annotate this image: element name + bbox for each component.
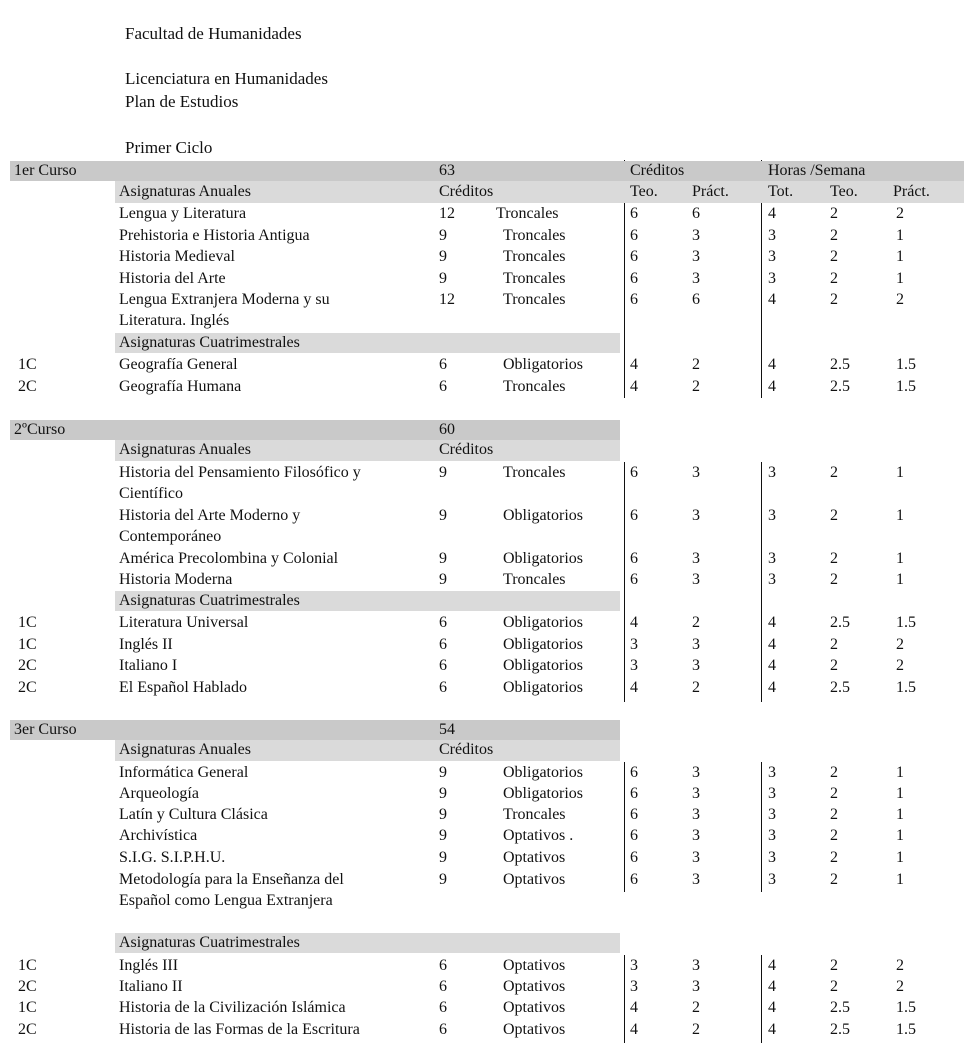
subject-row bbox=[0, 783, 976, 804]
credits-teo: 6 bbox=[630, 248, 638, 265]
hours-total: 3 bbox=[768, 871, 776, 888]
subject-row bbox=[0, 354, 976, 375]
hours-pract: 1.5 bbox=[896, 378, 916, 395]
hours-teo: 2 bbox=[830, 291, 838, 308]
subject-name-continued: Científico bbox=[119, 485, 183, 502]
subject-type: Obligatorios bbox=[503, 657, 583, 674]
subject-row bbox=[0, 955, 976, 976]
hours-teo: 2 bbox=[830, 871, 838, 888]
subject-credits: 6 bbox=[439, 978, 447, 995]
course-title: 1er Curso bbox=[14, 162, 77, 179]
subject-row bbox=[0, 462, 976, 504]
term-label: 1C bbox=[18, 614, 37, 631]
hours-total: 4 bbox=[768, 679, 776, 696]
credits-pract: 2 bbox=[692, 356, 700, 373]
plan-title: Plan de Estudios bbox=[125, 92, 239, 111]
subject-row bbox=[0, 376, 976, 397]
credits-pract: 3 bbox=[692, 507, 700, 524]
subject-row bbox=[0, 203, 976, 224]
hours-total: 4 bbox=[768, 356, 776, 373]
subject-name: Historia Moderna bbox=[119, 571, 233, 588]
credits-pract: 3 bbox=[692, 785, 700, 802]
subject-type: Optativos bbox=[503, 871, 566, 888]
subject-name: S.I.G. S.I.P.H.U. bbox=[119, 849, 226, 866]
col-pract-hours: Práct. bbox=[893, 183, 930, 200]
hours-pract: 1.5 bbox=[896, 356, 916, 373]
subject-type: Optativos . bbox=[503, 827, 574, 844]
subject-name: Metodología para la Enseñanza del bbox=[119, 871, 344, 888]
credits-teo: 3 bbox=[630, 636, 638, 653]
course-header bbox=[10, 420, 620, 440]
credits-teo: 6 bbox=[630, 270, 638, 287]
hours-total: 3 bbox=[768, 849, 776, 866]
subject-type: Obligatorios bbox=[503, 764, 583, 781]
credits-teo: 4 bbox=[630, 679, 638, 696]
credits-teo: 3 bbox=[630, 957, 638, 974]
subheader-row bbox=[0, 182, 976, 202]
credits-teo: 6 bbox=[630, 764, 638, 781]
subject-type: Troncales bbox=[503, 571, 566, 588]
subject-name: Geografía General bbox=[119, 356, 238, 373]
subject-name: Historia del Pensamiento Filosófico y bbox=[119, 464, 361, 481]
course-title: 2ºCurso bbox=[14, 421, 66, 438]
subject-type: Troncales bbox=[503, 378, 566, 395]
subject-credits: 6 bbox=[439, 657, 447, 674]
creditos-label: Créditos bbox=[439, 741, 494, 758]
hours-teo: 2.5 bbox=[830, 378, 850, 395]
subject-row bbox=[0, 804, 976, 825]
term-label: 2C bbox=[18, 657, 37, 674]
subject-type: Optativos bbox=[503, 978, 566, 995]
subject-row bbox=[0, 268, 976, 289]
hours-total: 3 bbox=[768, 806, 776, 823]
subject-type: Optativos bbox=[503, 849, 566, 866]
cycle-title: Primer Ciclo bbox=[125, 138, 213, 157]
subject-type: Optativos bbox=[503, 999, 566, 1016]
course-header bbox=[10, 161, 964, 181]
hours-pract: 1 bbox=[896, 806, 904, 823]
hours-teo: 2.5 bbox=[830, 1021, 850, 1038]
subject-credits: 9 bbox=[439, 764, 447, 781]
subject-credits: 9 bbox=[439, 871, 447, 888]
subject-row bbox=[0, 847, 976, 868]
hours-pract: 2 bbox=[896, 291, 904, 308]
credits-pract: 3 bbox=[692, 871, 700, 888]
subject-credits: 9 bbox=[439, 507, 447, 524]
subject-credits: 9 bbox=[439, 248, 447, 265]
hours-total: 3 bbox=[768, 785, 776, 802]
hours-pract: 1 bbox=[896, 464, 904, 481]
subject-type: Optativos bbox=[503, 957, 566, 974]
subject-type: Troncales bbox=[496, 205, 559, 222]
subheader-row bbox=[0, 933, 620, 953]
hours-teo: 2.5 bbox=[830, 999, 850, 1016]
credits-pract: 3 bbox=[692, 657, 700, 674]
subject-row bbox=[0, 225, 976, 246]
subject-credits: 6 bbox=[439, 614, 447, 631]
hours-teo: 2 bbox=[830, 978, 838, 995]
subject-type: Obligatorios bbox=[503, 636, 583, 653]
credits-teo: 6 bbox=[630, 827, 638, 844]
credits-pract: 3 bbox=[692, 827, 700, 844]
term-label: 1C bbox=[18, 356, 37, 373]
subject-credits: 6 bbox=[439, 999, 447, 1016]
subject-credits: 6 bbox=[439, 636, 447, 653]
hours-total: 4 bbox=[768, 614, 776, 631]
credits-pract: 2 bbox=[692, 679, 700, 696]
subject-type: Obligatorios bbox=[503, 356, 583, 373]
subject-name: Historia del Arte Moderno y bbox=[119, 507, 301, 524]
hours-teo: 2 bbox=[830, 464, 838, 481]
horas-group-label: Horas /Semana bbox=[768, 162, 866, 179]
term-label: 2C bbox=[18, 378, 37, 395]
hours-teo: 2 bbox=[830, 849, 838, 866]
subject-name-continued: Español como Lengua Extranjera bbox=[119, 892, 333, 909]
term-label: 2C bbox=[18, 1021, 37, 1038]
subject-name: Lengua y Literatura bbox=[119, 205, 247, 222]
hours-total: 4 bbox=[768, 378, 776, 395]
credits-teo: 6 bbox=[630, 464, 638, 481]
hours-pract: 1 bbox=[896, 785, 904, 802]
subject-credits: 9 bbox=[439, 827, 447, 844]
anuales-label: Asignaturas Anuales bbox=[119, 183, 251, 200]
credits-teo: 4 bbox=[630, 614, 638, 631]
term-label: 1C bbox=[18, 957, 37, 974]
hours-teo: 2 bbox=[830, 785, 838, 802]
subject-credits: 6 bbox=[439, 378, 447, 395]
creditos-group-label: Créditos bbox=[630, 162, 685, 179]
course-total-credits: 63 bbox=[439, 162, 455, 179]
credits-teo: 6 bbox=[630, 806, 638, 823]
term-label: 1C bbox=[18, 999, 37, 1016]
subject-name: Geografía Humana bbox=[119, 378, 242, 395]
subject-row bbox=[0, 762, 976, 783]
credits-pract: 3 bbox=[692, 248, 700, 265]
subject-credits: 9 bbox=[439, 785, 447, 802]
subheader-row bbox=[0, 740, 620, 760]
subject-row bbox=[0, 997, 976, 1018]
hours-teo: 2 bbox=[830, 657, 838, 674]
course-total-credits: 60 bbox=[439, 421, 455, 438]
col-teo: Teo. bbox=[630, 183, 658, 200]
subject-row bbox=[0, 569, 976, 590]
hours-pract: 1 bbox=[896, 507, 904, 524]
credits-pract: 3 bbox=[692, 270, 700, 287]
subject-name: Italiano II bbox=[119, 978, 183, 995]
hours-total: 3 bbox=[768, 571, 776, 588]
hours-teo: 2 bbox=[830, 957, 838, 974]
subject-type: Troncales bbox=[503, 270, 566, 287]
hours-total: 4 bbox=[768, 657, 776, 674]
subject-credits: 9 bbox=[439, 806, 447, 823]
subject-name: Historia del Arte bbox=[119, 270, 226, 287]
hours-teo: 2 bbox=[830, 248, 838, 265]
subject-row bbox=[0, 634, 976, 655]
hours-total: 4 bbox=[768, 636, 776, 653]
subject-credits: 6 bbox=[439, 957, 447, 974]
hours-teo: 2 bbox=[830, 806, 838, 823]
credits-teo: 6 bbox=[630, 205, 638, 222]
subject-credits: 9 bbox=[439, 849, 447, 866]
subject-type: Troncales bbox=[503, 464, 566, 481]
subject-credits: 9 bbox=[439, 571, 447, 588]
subject-name: El Español Hablado bbox=[119, 679, 247, 696]
subject-name: Historia de la Civilización Islámica bbox=[119, 999, 346, 1016]
hours-teo: 2 bbox=[830, 227, 838, 244]
credits-teo: 6 bbox=[630, 291, 638, 308]
subject-name: Lengua Extranjera Moderna y su bbox=[119, 291, 330, 308]
subject-name: Archivística bbox=[119, 827, 198, 844]
hours-pract: 1 bbox=[896, 871, 904, 888]
credits-pract: 3 bbox=[692, 636, 700, 653]
hours-pract: 1 bbox=[896, 550, 904, 567]
hours-total: 3 bbox=[768, 464, 776, 481]
subject-name: Latín y Cultura Clásica bbox=[119, 806, 268, 823]
credits-teo: 6 bbox=[630, 785, 638, 802]
credits-pract: 3 bbox=[692, 957, 700, 974]
hours-pract: 2 bbox=[896, 657, 904, 674]
hours-total: 4 bbox=[768, 205, 776, 222]
subject-row bbox=[0, 677, 976, 698]
subject-row bbox=[0, 289, 976, 331]
hours-teo: 2 bbox=[830, 205, 838, 222]
subject-credits: 9 bbox=[439, 270, 447, 287]
subject-name: Inglés III bbox=[119, 957, 179, 974]
anuales-label: Asignaturas Anuales bbox=[119, 741, 251, 758]
hours-teo: 2 bbox=[830, 764, 838, 781]
credits-teo: 4 bbox=[630, 356, 638, 373]
hours-total: 4 bbox=[768, 999, 776, 1016]
credits-pract: 3 bbox=[692, 806, 700, 823]
hours-teo: 2 bbox=[830, 507, 838, 524]
cuatrimestrales-label: Asignaturas Cuatrimestrales bbox=[119, 592, 300, 609]
subject-row bbox=[0, 1019, 976, 1040]
hours-pract: 2 bbox=[896, 978, 904, 995]
hours-total: 4 bbox=[768, 978, 776, 995]
anuales-label: Asignaturas Anuales bbox=[119, 441, 251, 458]
credits-pract: 3 bbox=[692, 227, 700, 244]
hours-teo: 2.5 bbox=[830, 356, 850, 373]
credits-pract: 6 bbox=[692, 205, 700, 222]
creditos-label: Créditos bbox=[439, 183, 494, 200]
credits-pract: 6 bbox=[692, 291, 700, 308]
subject-name: Informática General bbox=[119, 764, 249, 781]
subject-name-continued: Literatura. Inglés bbox=[119, 312, 230, 329]
hours-pract: 1 bbox=[896, 248, 904, 265]
subheader-row bbox=[0, 440, 620, 460]
subject-name: Italiano I bbox=[119, 657, 178, 674]
subject-row bbox=[0, 246, 976, 267]
hours-total: 3 bbox=[768, 270, 776, 287]
credits-teo: 6 bbox=[630, 871, 638, 888]
credits-teo: 3 bbox=[630, 657, 638, 674]
cuatrimestrales-label: Asignaturas Cuatrimestrales bbox=[119, 334, 300, 351]
subheader-row bbox=[0, 591, 620, 611]
credits-teo: 4 bbox=[630, 1021, 638, 1038]
hours-teo: 2 bbox=[830, 270, 838, 287]
subject-credits: 9 bbox=[439, 227, 447, 244]
subject-name: Historia Medieval bbox=[119, 248, 235, 265]
subject-name-continued: Contemporáneo bbox=[119, 528, 222, 545]
degree-title: Licenciatura en Humanidades bbox=[125, 69, 328, 88]
hours-pract: 2 bbox=[896, 957, 904, 974]
credits-pract: 2 bbox=[692, 378, 700, 395]
subject-type: Troncales bbox=[503, 248, 566, 265]
credits-pract: 3 bbox=[692, 464, 700, 481]
subject-credits: 6 bbox=[439, 1021, 447, 1038]
hours-pract: 1 bbox=[896, 827, 904, 844]
hours-pract: 1.5 bbox=[896, 1021, 916, 1038]
hours-teo: 2 bbox=[830, 550, 838, 567]
hours-total: 3 bbox=[768, 550, 776, 567]
course-title: 3er Curso bbox=[14, 721, 77, 738]
hours-teo: 2 bbox=[830, 571, 838, 588]
hours-pract: 2 bbox=[896, 205, 904, 222]
credits-teo: 6 bbox=[630, 227, 638, 244]
hours-pract: 1.5 bbox=[896, 614, 916, 631]
col-pract: Práct. bbox=[692, 183, 729, 200]
hours-pract: 1 bbox=[896, 571, 904, 588]
subject-credits: 12 bbox=[439, 291, 455, 308]
credits-teo: 6 bbox=[630, 571, 638, 588]
subject-row bbox=[0, 869, 976, 911]
hours-total: 3 bbox=[768, 248, 776, 265]
subject-type: Obligatorios bbox=[503, 679, 583, 696]
term-label: 1C bbox=[18, 636, 37, 653]
subject-row bbox=[0, 825, 976, 846]
hours-pract: 1 bbox=[896, 227, 904, 244]
subject-name: Prehistoria e Historia Antigua bbox=[119, 227, 310, 244]
credits-pract: 2 bbox=[692, 614, 700, 631]
credits-pract: 3 bbox=[692, 978, 700, 995]
subject-type: Obligatorios bbox=[503, 614, 583, 631]
subject-row bbox=[0, 505, 976, 547]
subject-credits: 6 bbox=[439, 679, 447, 696]
subject-credits: 6 bbox=[439, 356, 447, 373]
credits-pract: 3 bbox=[692, 571, 700, 588]
subject-credits: 9 bbox=[439, 550, 447, 567]
credits-teo: 4 bbox=[630, 378, 638, 395]
hours-total: 4 bbox=[768, 957, 776, 974]
term-label: 2C bbox=[18, 679, 37, 696]
credits-teo: 4 bbox=[630, 999, 638, 1016]
course-total-credits: 54 bbox=[439, 721, 455, 738]
creditos-label: Créditos bbox=[439, 441, 494, 458]
hours-total: 4 bbox=[768, 291, 776, 308]
hours-teo: 2.5 bbox=[830, 679, 850, 696]
credits-pract: 2 bbox=[692, 1021, 700, 1038]
faculty-title: Facultad de Humanidades bbox=[125, 24, 302, 43]
subject-name: Literatura Universal bbox=[119, 614, 249, 631]
subject-name: Historia de las Formas de la Escritura bbox=[119, 1021, 360, 1038]
credits-teo: 6 bbox=[630, 507, 638, 524]
credits-pract: 2 bbox=[692, 999, 700, 1016]
subject-name: Arqueología bbox=[119, 785, 199, 802]
col-teo-hours: Teo. bbox=[830, 183, 858, 200]
hours-pract: 1.5 bbox=[896, 999, 916, 1016]
hours-pract: 1 bbox=[896, 764, 904, 781]
subject-name: Inglés II bbox=[119, 636, 173, 653]
col-tot: Tot. bbox=[768, 183, 794, 200]
subject-row bbox=[0, 612, 976, 633]
hours-total: 3 bbox=[768, 764, 776, 781]
hours-total: 4 bbox=[768, 1021, 776, 1038]
hours-total: 3 bbox=[768, 227, 776, 244]
credits-teo: 6 bbox=[630, 849, 638, 866]
subject-row bbox=[0, 548, 976, 569]
subject-type: Optativos bbox=[503, 1021, 566, 1038]
credits-teo: 3 bbox=[630, 978, 638, 995]
subject-type: Troncales bbox=[503, 291, 566, 308]
hours-pract: 1.5 bbox=[896, 679, 916, 696]
course-header bbox=[10, 720, 620, 740]
subheader-row bbox=[0, 333, 620, 353]
credits-pract: 3 bbox=[692, 764, 700, 781]
credits-teo: 6 bbox=[630, 550, 638, 567]
subject-type: Troncales bbox=[503, 806, 566, 823]
hours-teo: 2 bbox=[830, 636, 838, 653]
subject-type: Troncales bbox=[503, 227, 566, 244]
hours-teo: 2 bbox=[830, 827, 838, 844]
hours-total: 3 bbox=[768, 507, 776, 524]
hours-total: 3 bbox=[768, 827, 776, 844]
subject-credits: 12 bbox=[439, 205, 455, 222]
term-label: 2C bbox=[18, 978, 37, 995]
hours-pract: 1 bbox=[896, 270, 904, 287]
hours-pract: 1 bbox=[896, 849, 904, 866]
subject-row bbox=[0, 655, 976, 676]
subject-credits: 9 bbox=[439, 464, 447, 481]
hours-teo: 2.5 bbox=[830, 614, 850, 631]
subject-type: Obligatorios bbox=[503, 507, 583, 524]
subject-type: Obligatorios bbox=[503, 550, 583, 567]
credits-pract: 3 bbox=[692, 849, 700, 866]
hours-pract: 2 bbox=[896, 636, 904, 653]
cuatrimestrales-label: Asignaturas Cuatrimestrales bbox=[119, 934, 300, 951]
subject-row bbox=[0, 976, 976, 997]
credits-pract: 3 bbox=[692, 550, 700, 567]
subject-type: Obligatorios bbox=[503, 785, 583, 802]
subject-name: América Precolombina y Colonial bbox=[119, 550, 339, 567]
